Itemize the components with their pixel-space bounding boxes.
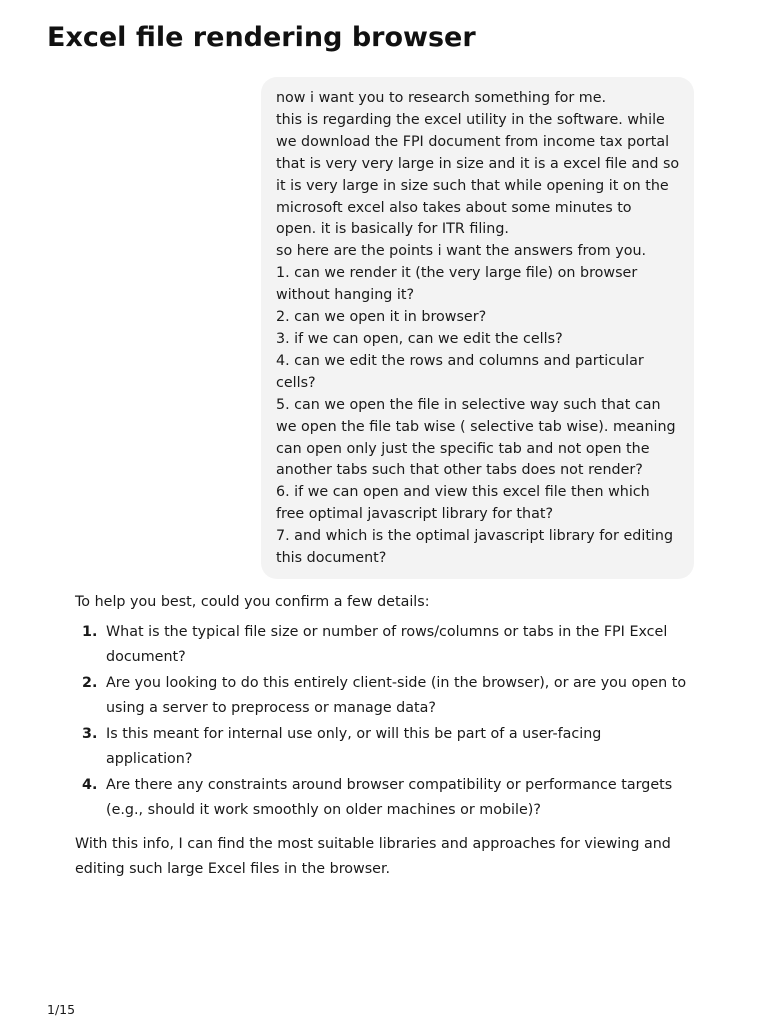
question-number: 2.	[82, 674, 98, 691]
user-message-line: we open the file tab wise ( selective tab wise). meaning	[276, 418, 676, 435]
question-line: document?	[106, 649, 186, 665]
question-line: (e.g., should it work smoothly on older machines or mobile)?	[106, 802, 541, 818]
user-message-line: cells?	[276, 374, 316, 391]
question-line: Are you looking to do this entirely client-side (in the browser), or are you open to	[106, 674, 687, 691]
user-message-bubble	[261, 77, 694, 579]
user-message-line: we download the FPI document from income tax portal	[276, 133, 670, 150]
question-line: application?	[106, 751, 193, 767]
closing-line: editing such large Excel files in the browser.	[75, 861, 391, 877]
user-message-line: without hanging it?	[276, 287, 415, 304]
user-message-line: 7. and which is the optimal javascript library for editing	[276, 528, 674, 545]
question-line: using a server to preprocess or manage data?	[106, 700, 436, 716]
user-message-line: this document?	[276, 550, 387, 567]
user-message-line: this is regarding the excel utility in the software. while	[276, 111, 665, 128]
question-item	[75, 671, 695, 722]
user-message-line: 1. can we render it (the very large file) on browser	[276, 265, 638, 282]
assistant-closing	[75, 832, 695, 883]
question-item	[75, 773, 695, 824]
user-message-line: 6. if we can open and view this excel file then which	[276, 484, 650, 501]
user-message-line: free optimal javascript library for that?	[276, 506, 554, 523]
assistant-intro: To help you best, could you confirm a few details:	[75, 594, 430, 610]
assistant-message	[75, 590, 695, 883]
question-number: 3.	[82, 725, 98, 742]
user-message-line: 3. if we can open, can we edit the cells?	[276, 330, 563, 347]
user-message-line: so here are the points i want the answers from you.	[276, 243, 647, 260]
question-item	[75, 722, 695, 773]
user-message-line: 4. can we edit the rows and columns and particular	[276, 352, 644, 369]
question-list	[75, 620, 695, 824]
user-message-line: that is very very large in size and it is a excel file and so	[276, 155, 680, 172]
question-line: Are there any constraints around browser compatibility or performance targets	[106, 776, 673, 793]
question-item	[75, 620, 695, 671]
question-number: 4.	[82, 776, 98, 793]
user-message-line: microsoft excel also takes about some minutes to	[276, 199, 632, 216]
question-line: Is this meant for internal use only, or will this be part of a user-facing	[106, 725, 602, 742]
closing-line: With this info, I can find the most suitable libraries and approaches for viewing and	[75, 835, 671, 852]
page-title: Excel file rendering browser	[47, 22, 476, 53]
user-message-line: 5. can we open the file in selective way such that can	[276, 396, 661, 413]
question-line: What is the typical file size or number of rows/columns or tabs in the FPI Excel	[106, 623, 668, 640]
user-message-line: it is very large in size such that while opening it on the	[276, 177, 669, 194]
user-message-line: another tabs such that other tabs does not render?	[276, 462, 643, 479]
page-number: 1/15	[47, 1002, 76, 1017]
user-message-line: can open only just the specific tab and not open the	[276, 440, 650, 457]
user-message-line: now i want you to research something for me.	[276, 90, 607, 106]
user-message-line: open. it is basically for ITR filing.	[276, 221, 509, 238]
question-number: 1.	[82, 623, 98, 640]
user-message-line: 2. can we open it in browser?	[276, 309, 487, 326]
